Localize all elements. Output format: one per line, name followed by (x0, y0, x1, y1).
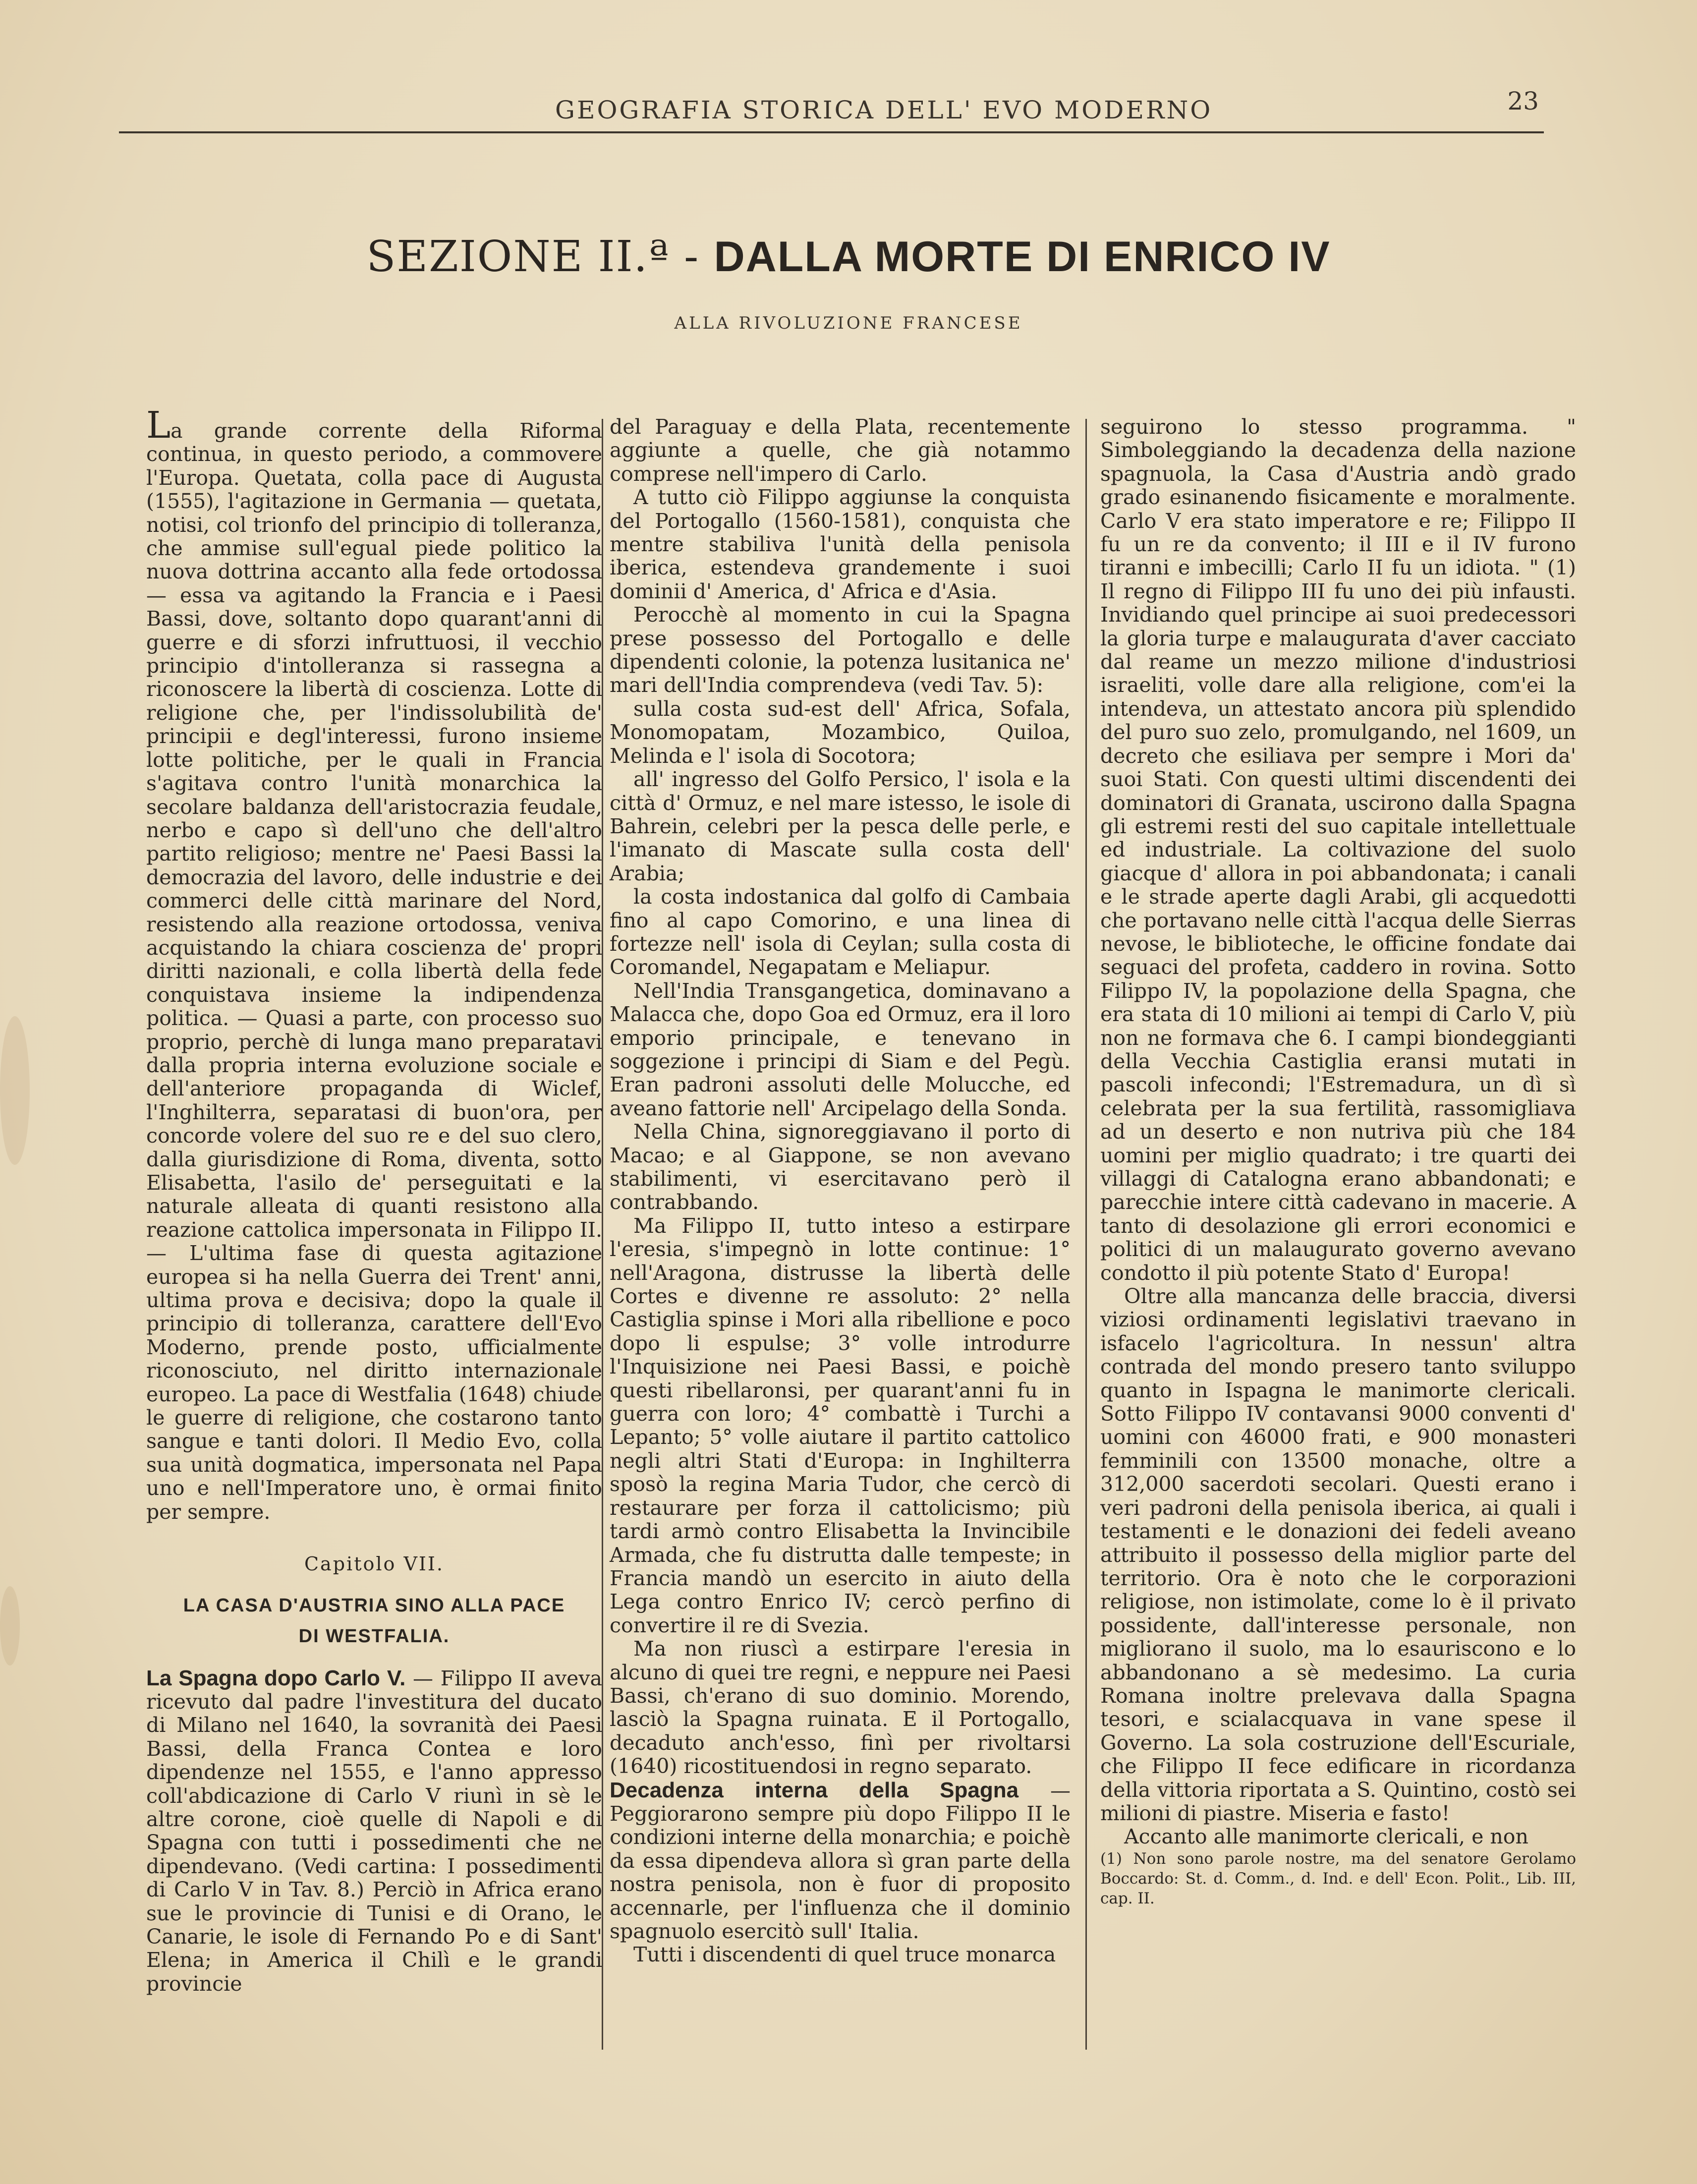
paper-stain (0, 1586, 20, 1666)
paragraph: Accanto alle manimorte clericali, e non (1124, 1825, 1528, 1849)
paragraph-text: — Peggiorarono sempre più dopo Filippo II le condizioni interne della monarchia; e poichè da essa dipendeva allora sì gran parte della nostra penisola, non è fuor di proposito accennarle, per l'influenza che il dominio spagnuolo esercitò sull' Italia. (610, 1778, 1071, 1943)
text-column-2 (610, 415, 1071, 1967)
paper-stain (0, 1016, 30, 1165)
intro-paragraph (146, 404, 602, 1524)
paragraph: Ma non riuscì a estirpare l'eresia in alcuno di quei tre regni, e neppure nei Paesi Bassi, ch'erano di suo dominio. Morendo, lasciò la Spagna ruinata. E il Portogallo, decaduto anch'esso, finì per rivoltarsi (1640) ricostituendosi in regno separato. (610, 1637, 1071, 1779)
paragraph: Ma Filippo II, tutto inteso a estirpare l'eresia, s'impegnò in lotte continue: 1° nell'Aragona, distrusse la libertà delle Cortes e divenne re assoluto: 2° nella Castiglia spinse i Mori alla ribellione e poco dopo li espulse; 3° volle introdurre l'Inquisizione nei Paesi Bassi, e poichè questi ribellaronsi, per quarant'anni fu in guerra con loro; 4° combattè i Turchi a Lepanto; 5° volle aiutare il partito cattolico negli altri Stati d'Europa: in Inghilterra sposò la regina Maria Tudor, che cercò di restaurare per forza il cattolicismo; più tardi armò contro Elisabetta la Invincibile Armada, che fu distrutta dalle tempeste; in Francia mandò un esercito in aiuto della Lega contro Enrico IV; cercò perfino di convertire il re di Svezia. (610, 1213, 1071, 1637)
column-rule (1085, 419, 1087, 2050)
chapter-label: Capitolo VII. (304, 1553, 444, 1575)
paragraph: Oltre alla mancanza delle braccia, diversi viziosi ordinamenti legislativi traevano in isfacelo l'agricoltura. In nessun' altra contrada del mondo presero tanto sviluppo quanto in Ispagna le manimorte clericali. Sotto Filippo IV contavansi 9000 conventi d' uomini con 46000 frati, e 900 monasteri femminili con 13500 monache, oltre a 312,000 sacerdoti secolari. Questi erano i veri padroni della penisola iberica, ai quali i testamenti e le donazioni dei fedeli aveano attribuito il possesso della miglior parte del territorio. Ora è noto che le corporazioni religiose, non istimolate, come lo è il privato possidente, dall'interesse personale, non migliorano il suolo, ma lo esauriscono e lo abbandonano a sè medesimo. La curia Romana inoltre prelevava dalla Spagna tesori, e scialacquava in vane spese il Governo. La sola costruzione dell'Escuriale, che Filippo II fece edificare in ricordanza della vittoria riportata a S. Quintino, costò sei milioni di piastre. Miseria e fasto! (1100, 1284, 1576, 1825)
paragraph: Nell'India Transgangetica, dominavano a Malacca che, dopo Goa ed Ormuz, era il loro emporio principale, e tenevano in soggezione i principi di Siam e del Pegù. Eran padroni assoluti delle Molucche, ed aveano fattorie nell' Arcipelago della Sonda. (610, 978, 1071, 1120)
intro-text: a grande corrente della Riforma continua, in questo periodo, a commovere l'Europa. Quetata, colla pace di Augusta (1555), l'agitazione in Germania — quetata, notisi, col trionfo del principio di tolleranza, che ammise sull'egual piede politico la nuova dottrina accanto alla fede ortodossa — essa va agitando la Francia e i Paesi Bassi, dove, soltanto dopo quarant'anni di guerre e di sforzi infruttuosi, il vecchio principio d'intolleranza si rassegna a riconoscere la libertà di coscienza. Lotte di religione che, per l'indissolubilità de' principii e degl'interessi, furono insieme lotte politiche, per le quali in Francia s'agitava contro l'unità monarchica la secolare baldanza dell'aristocrazia feudale, nerbo e capo sì dell'uno che dell'altro partito religioso; mentre ne' Paesi Bassi la democrazia del lavoro, delle industrie e dei commerci delle città marinare del Nord, resistendo alla reazione ortodossa, veniva acquistando la chiara coscienza de' propri diritti nazionali, e colla libertà della fede conquistava insieme la indipendenza politica. — Quasi a parte, con processo suo proprio, perchè di lunga mano preparatavi dalla propria interna evoluzione sociale e dell'anteriore propaganda di Wiclef, l'Inghilterra, separatasi di buon'ora, per concorde volere del suo re e del suo clero, dalla giurisdizione di Roma, diventa, sotto Elisabetta, l'asilo de' perseguitati e la naturale alleata di quanti resistono alla reazione cattolica impersonata in Filippo II. — L'ultima fase di questa agitazione europea si ha nella Guerra dei Trent' anni, ultima prova e decisiva; dopo la quale il principio di tolleranza, carattere dell'Evo Moderno, prende posto, ufficialmente riconosciuto, nel diritto internazionale europeo. La pace di Westfalia (1648) chiude le guerre di religione, che costarono tanto sangue e tanti dolori. Il Medio Evo, colla sua unità dogmatica, impersonata nel Papa uno e nell'Imperatore uno, è ormai finito per sempre. (146, 419, 602, 1524)
text-column-1 (146, 404, 602, 1996)
chapter-title-line: DI WESTFALIA. (298, 1625, 450, 1647)
paragraph: Tutti i discendenti di quel truce monarca (633, 1943, 1056, 1967)
section-title (0, 232, 1697, 282)
running-header (119, 87, 1544, 133)
running-title: GEOGRAFIA STORICA DELL' EVO MODERNO (555, 96, 1213, 124)
paragraph-text: — Filippo II aveva ricevuto dal padre l'investitura del ducato di Milano nel 1640, la sovranità dei Paesi Bassi, della Franca Contea e loro dipendenze nel 1555, e l'anno appresso coll'abdicazione di Carlo V riunì in sè le altre corone, cioè quelle di Napoli e di Spagna con tutti i possedimenti che ne dipendevano. (Vedi cartina: I possedimenti di Carlo V in Tav. 8.) Perciò in Africa erano sue le provincie di Tunisi e di Orano, le Canarie, le isole di Fernando Po e di Sant' Elena; in America il Chilì e le grandi provincie (146, 1666, 602, 1996)
paragraph: del Paraguay e della Plata, recentemente aggiunte a quelle, che già notammo comprese nell'impero di Carlo. (610, 415, 1071, 486)
section-title-main: DALLA MORTE DI ENRICO IV (714, 233, 1331, 281)
paragraph: seguirono lo stesso programma. " Simboleggiando la decadenza della nazione spagnuola, la Casa d'Austria andò grado grado esinanendo fisicamente e moralmente. Carlo V era stato imperatore e re; Filippo II fu un re da convento; il III e il IV furono tiranni e imbecilli; Carlo II fu un idiota. " (1) Il regno di Filippo III fu uno dei più infausti. Invidiando quel principe ai suoi predecessori la gloria turpe e malaugurata d'aver cacciato dal reame un mezzo milione d'industriosi israeliti, volle dare alla religione, com'ei la intendeva, un attestato ancora più splendido del puro suo zelo, promulgando, nel 1609, un decreto che esiliava per sempre i Mori da' suoi Stati. Con questi ultimi discendenti dei dominatori di Granata, uscirono dalla Spagna gli estremi resti del suo capitale intellettuale ed industriale. La coltivazione del suolo giacque d' allora in poi abbandonata; i canali e le strade aperte dagli Arabi, gli acquedotti che portavano nelle città l'acqua delle Sierras nevose, le biblioteche, le officine fondate dai seguaci del profeta, caddero in rovina. Sotto Filippo IV, la popolazione della Spagna, che era stata di 10 milioni ai tempi di Carlo V, più non ne formava che 6. I campi biondeggianti della Vecchia Castiglia eransi mutati in pascoli infecondi; l'Estremadura, un dì sì celebrata per la sua fertilità, rassomigliava ad un deserto e non nutriva più che 184 uomini per miglio quadrato; i tre quarti dei villaggi di Catalogna erano abbandonati; e parecchie intere città cadevano in macerie. A tanto di desolazione gli errori economici e politici di un malaugurato governo avevano condotto il più potente Stato d' Europa! (1100, 415, 1576, 1285)
paragraph: sulla costa sud-est dell' Africa, Sofala, Monomopatam, Mozambico, Quiloa, Melinda e l' isola di Socotora; (610, 696, 1071, 768)
chapter-title-line: LA CASA D'AUSTRIA SINO ALLA PACE (183, 1595, 566, 1616)
text-column-3 (1100, 415, 1576, 1908)
subheading: Decadenza interna della Spagna (610, 1778, 1019, 1802)
chapter-title (146, 1590, 602, 1652)
paragraph (610, 1779, 1071, 1944)
footnote: (1) Non sono parole nostre, ma del senatore Gerolamo Boccardo: St. d. Comm., d. Ind. e dell' Econ. Polit., Lib. III, cap. II. (1100, 1849, 1576, 1907)
paragraph: la costa indostanica dal golfo di Cambaia fino al capo Comorino, e una linea di fortezze nell' isola di Ceylan; sulla costa di Coromandel, Negapatam e Meliapur. (610, 885, 1071, 979)
paragraph: all' ingresso del Golfo Persico, l' isola e la città d' Ormuz, e nel mare istesso, le isole di Bahrein, celebri per la pesca delle perle, e l'imanato di Mascate sulla costa dell' Arabia; (610, 767, 1071, 885)
subheading: La Spagna dopo Carlo V. (146, 1666, 406, 1690)
page-number: 23 (1507, 87, 1539, 115)
paragraph (146, 1667, 602, 1996)
paragraph: Perocchè al momento in cui la Spagna prese possesso del Portogallo e delle dipendenti colonie, la potenza lusitanica ne' mari dell'India comprendeva (vedi Tav. 5): (610, 603, 1071, 697)
section-subtitle: ALLA RIVOLUZIONE FRANCESE (674, 313, 1023, 333)
paragraph: Nella China, signoreggiavano il porto di Macao; e al Giappone, se non avevano stabilimenti, vi esercitavano però il contrabbando. (610, 1120, 1071, 1214)
paragraph: A tutto ciò Filippo aggiunse la conquista del Portogallo (1560-1581), conquista che mentre stabiliva l'unità della penisola iberica, estendeva grandemente i suoi dominii d' America, d' Africa e d'Asia. (610, 485, 1071, 603)
section-title-prefix: SEZIONE II.ª - (366, 232, 714, 282)
drop-cap: L (146, 404, 171, 447)
